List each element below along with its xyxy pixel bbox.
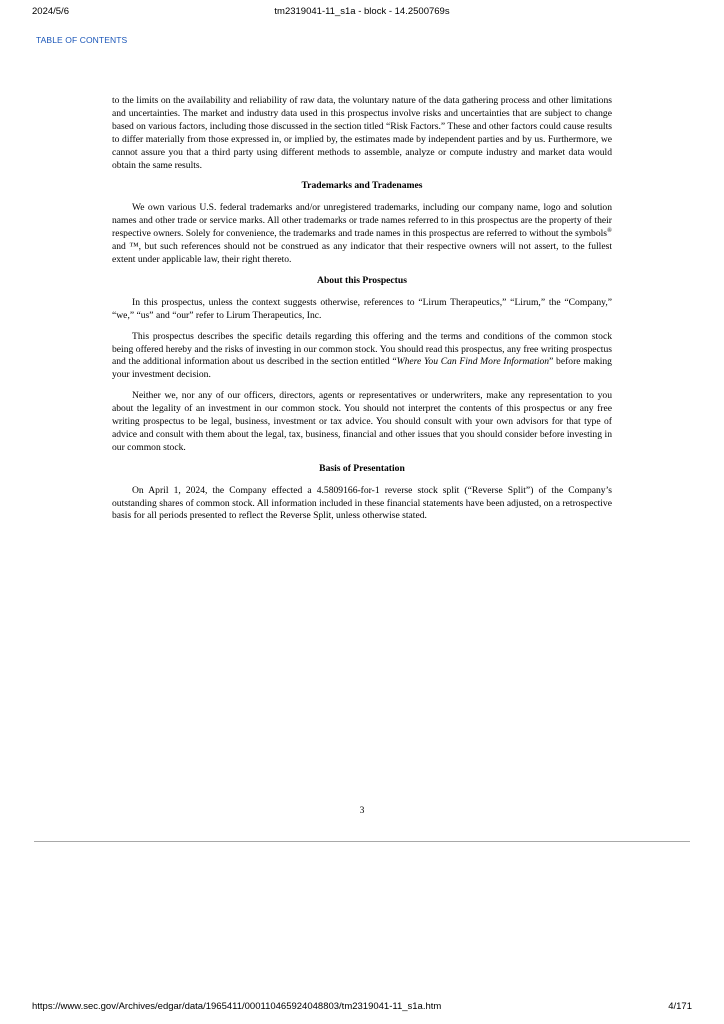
print-date: 2024/5/6 xyxy=(32,6,69,17)
print-url: https://www.sec.gov/Archives/edgar/data/1965411/000110465924048803/tm2319041-11_s1a.htm xyxy=(32,1001,442,1012)
about-paragraph-3: Neither we, nor any of our officers, directors, agents or representatives or underwriters, make any representation to you about the legality of an investment in our common stock. You should not interpret the contents of this prospectus or any free writing prospectus to be legal, business, investment or tax advice. You should consult with your own advisors for that type of advice and consult with them about the legal, tax, business, financial and other issues that you should consider before investing in our common stock. xyxy=(112,390,612,453)
intro-paragraph: to the limits on the availability and reliability of raw data, the voluntary nature of the data gathering process and other limitations and uncertainties. The market and industry data used in this prospectus involve risks and uncertainties that are subject to change based on various factors, including those discussed in the section titled “Risk Factors.” These and other factors could cause results to differ materially from those expressed in, or implied by, the estimates made by independent parties and by us. Furthermore, we cannot assure you that a third party using different methods to assemble, analyze or compute industry and market data would obtain the same results. xyxy=(112,95,612,171)
trademarks-text-start: We own various U.S. federal trademarks and/or unregistered trademarks, including our company name, logo and solution names and other trade or service marks. All other trademarks or trade names referred to in this prospectus are the property of their respective owners. Solely for convenience, the trademarks and trade names in this prospectus are referred to without the symbols xyxy=(112,202,612,240)
document-body xyxy=(112,95,612,531)
print-page-count: 4/171 xyxy=(668,1001,692,1012)
registered-symbol: ® xyxy=(607,227,612,235)
about-prospectus-heading: About this Prospectus xyxy=(317,274,407,286)
basis-of-presentation-heading: Basis of Presentation xyxy=(319,462,405,474)
print-footer xyxy=(32,1001,692,1015)
basis-paragraph: On April 1, 2024, the Company effected a 4.5809166-for-1 reverse stock split (“Reverse Split”) of the Company’s outstanding shares of common stock. All information included in these financial statements have been adjusted, on a retrospective basis for all periods presented to reflect the Reverse Split, unless otherwise stated. xyxy=(112,484,612,522)
trademarks-heading: Trademarks and Tradenames xyxy=(301,180,423,192)
table-of-contents-link[interactable]: TABLE OF CONTENTS xyxy=(36,35,128,45)
where-to-find-info-reference: Where You Can Find More Information xyxy=(396,356,550,368)
about-paragraph-2-end: ” before making your investment decision. xyxy=(112,356,612,381)
about-paragraph-2 xyxy=(112,331,612,383)
page-number: 3 xyxy=(359,805,365,816)
print-document-title: tm2319041-11_s1a - block - 14.2500769s xyxy=(274,6,450,17)
about-paragraph-2-start: This prospectus describes the specific details regarding this offering and the terms and conditions of the common stock being offered hereby and the risks of investing in our common stock. You should read this prospectus, any free writing prospectus and the additional information about us described in the section entitled “ xyxy=(112,330,612,368)
about-paragraph-1: In this prospectus, unless the context suggests otherwise, references to “Lirum Therapeutics,” “Lirum,” the “Company,” “we,” “us” and “our” refer to Lirum Therapeutics, Inc. xyxy=(112,296,612,321)
trademarks-paragraph xyxy=(112,202,612,267)
page-divider xyxy=(34,841,690,842)
trademarks-text-end: and ™, but such references should not be construed as any indicator that their respective owners will not assert, to the fullest extent under applicable law, their right thereto. xyxy=(112,241,612,265)
print-header xyxy=(32,6,692,20)
